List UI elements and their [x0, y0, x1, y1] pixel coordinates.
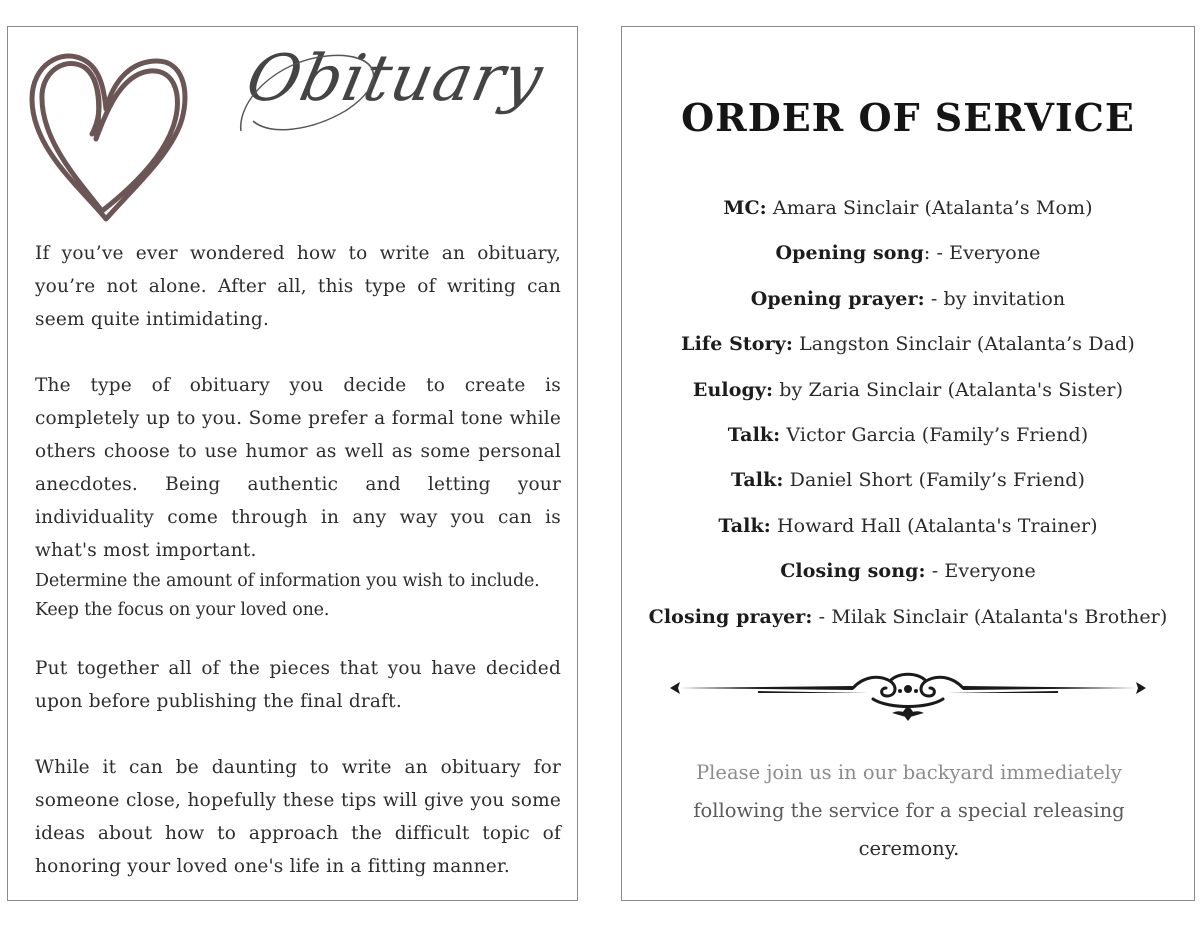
ornament-divider-icon: [668, 669, 1148, 725]
program-detail: - Everyone: [925, 560, 1036, 583]
obituary-title-text: Obituary: [240, 42, 550, 116]
paragraph-tone: The type of obituary you decide to create is completely up to you. Some prefer a formal tone while others choose to use humor as well as some personal anecdotes. Being authentic and letting your individuality come through in any way you can is what's most important.: [35, 375, 561, 561]
paragraph-closing: While it can be daunting to write an obituary for someone close, hopefully these tips will give you some ideas about how to approach the difficult topic of honoring your loved one's life in a fitting manner.: [35, 757, 561, 877]
program-detail: Langston Sinclair (Atalanta’s Dad): [792, 333, 1135, 356]
program-item: [622, 190, 1194, 235]
program-list: [622, 190, 1194, 644]
program-detail: by Zaria Sinclair (Atalanta's Sister): [773, 378, 1124, 401]
program-detail: Victor Garcia (Family’s Friend): [780, 423, 1089, 446]
paragraph-information-line2: Keep the focus on your loved one.: [35, 600, 330, 620]
obituary-panel: [7, 26, 578, 901]
invitation-line2: following the service for a special releasing: [693, 799, 1125, 822]
obituary-title: [240, 42, 550, 116]
program-role: Closing prayer:: [648, 605, 813, 628]
program-item: [622, 508, 1194, 553]
invitation-line1: Please join us in our backyard immediately: [696, 761, 1122, 784]
program-item: [622, 553, 1194, 598]
program-detail: Howard Hall (Atalanta's Trainer): [770, 514, 1098, 537]
order-of-service-panel: [621, 26, 1195, 901]
invitation-line3: ceremony.: [858, 837, 960, 860]
order-of-service-title: ORDER OF SERVICE: [681, 95, 1135, 140]
program-role: Closing song:: [780, 560, 926, 583]
program-detail: Amara Sinclair (Atalanta’s Mom): [766, 197, 1093, 219]
program-role: Eulogy:: [692, 378, 774, 401]
program-detail: - by invitation: [924, 287, 1066, 310]
program-item: [622, 417, 1194, 462]
obituary-title-flourish: [229, 41, 515, 141]
program-item: [622, 599, 1194, 644]
program-item: [622, 326, 1194, 371]
paragraph-information: [35, 567, 561, 625]
program-detail: Daniel Short (Family’s Friend): [783, 469, 1086, 492]
paragraph-intro: If you’ve ever wondered how to write an obituary, you’re not alone. After all, this type of writing can seem quite intimidating.: [35, 243, 561, 330]
program-role: Opening song: [775, 242, 924, 265]
program-role: Talk:: [727, 423, 781, 446]
program-detail: - Milak Sinclair (Atalanta's Brother): [812, 605, 1168, 628]
program-role: Life Story:: [681, 333, 793, 356]
program-role: Opening prayer:: [750, 287, 925, 310]
program-role: MC:: [723, 197, 767, 219]
paragraph-pieces: Put together all of the pieces that you have decided upon before publishing the final draft.: [35, 658, 561, 712]
paragraph-information-line1: Determine the amount of information you wish to include.: [35, 571, 540, 591]
program-item: [622, 235, 1194, 280]
invitation-text: [662, 754, 1156, 868]
program-item: [622, 372, 1194, 417]
program-role: Talk:: [718, 514, 771, 537]
program-item: [622, 462, 1194, 507]
program-detail: : - Everyone: [923, 242, 1041, 265]
heart-icon: [22, 39, 192, 224]
program-item: [622, 281, 1194, 326]
program-role: Talk:: [730, 469, 784, 492]
